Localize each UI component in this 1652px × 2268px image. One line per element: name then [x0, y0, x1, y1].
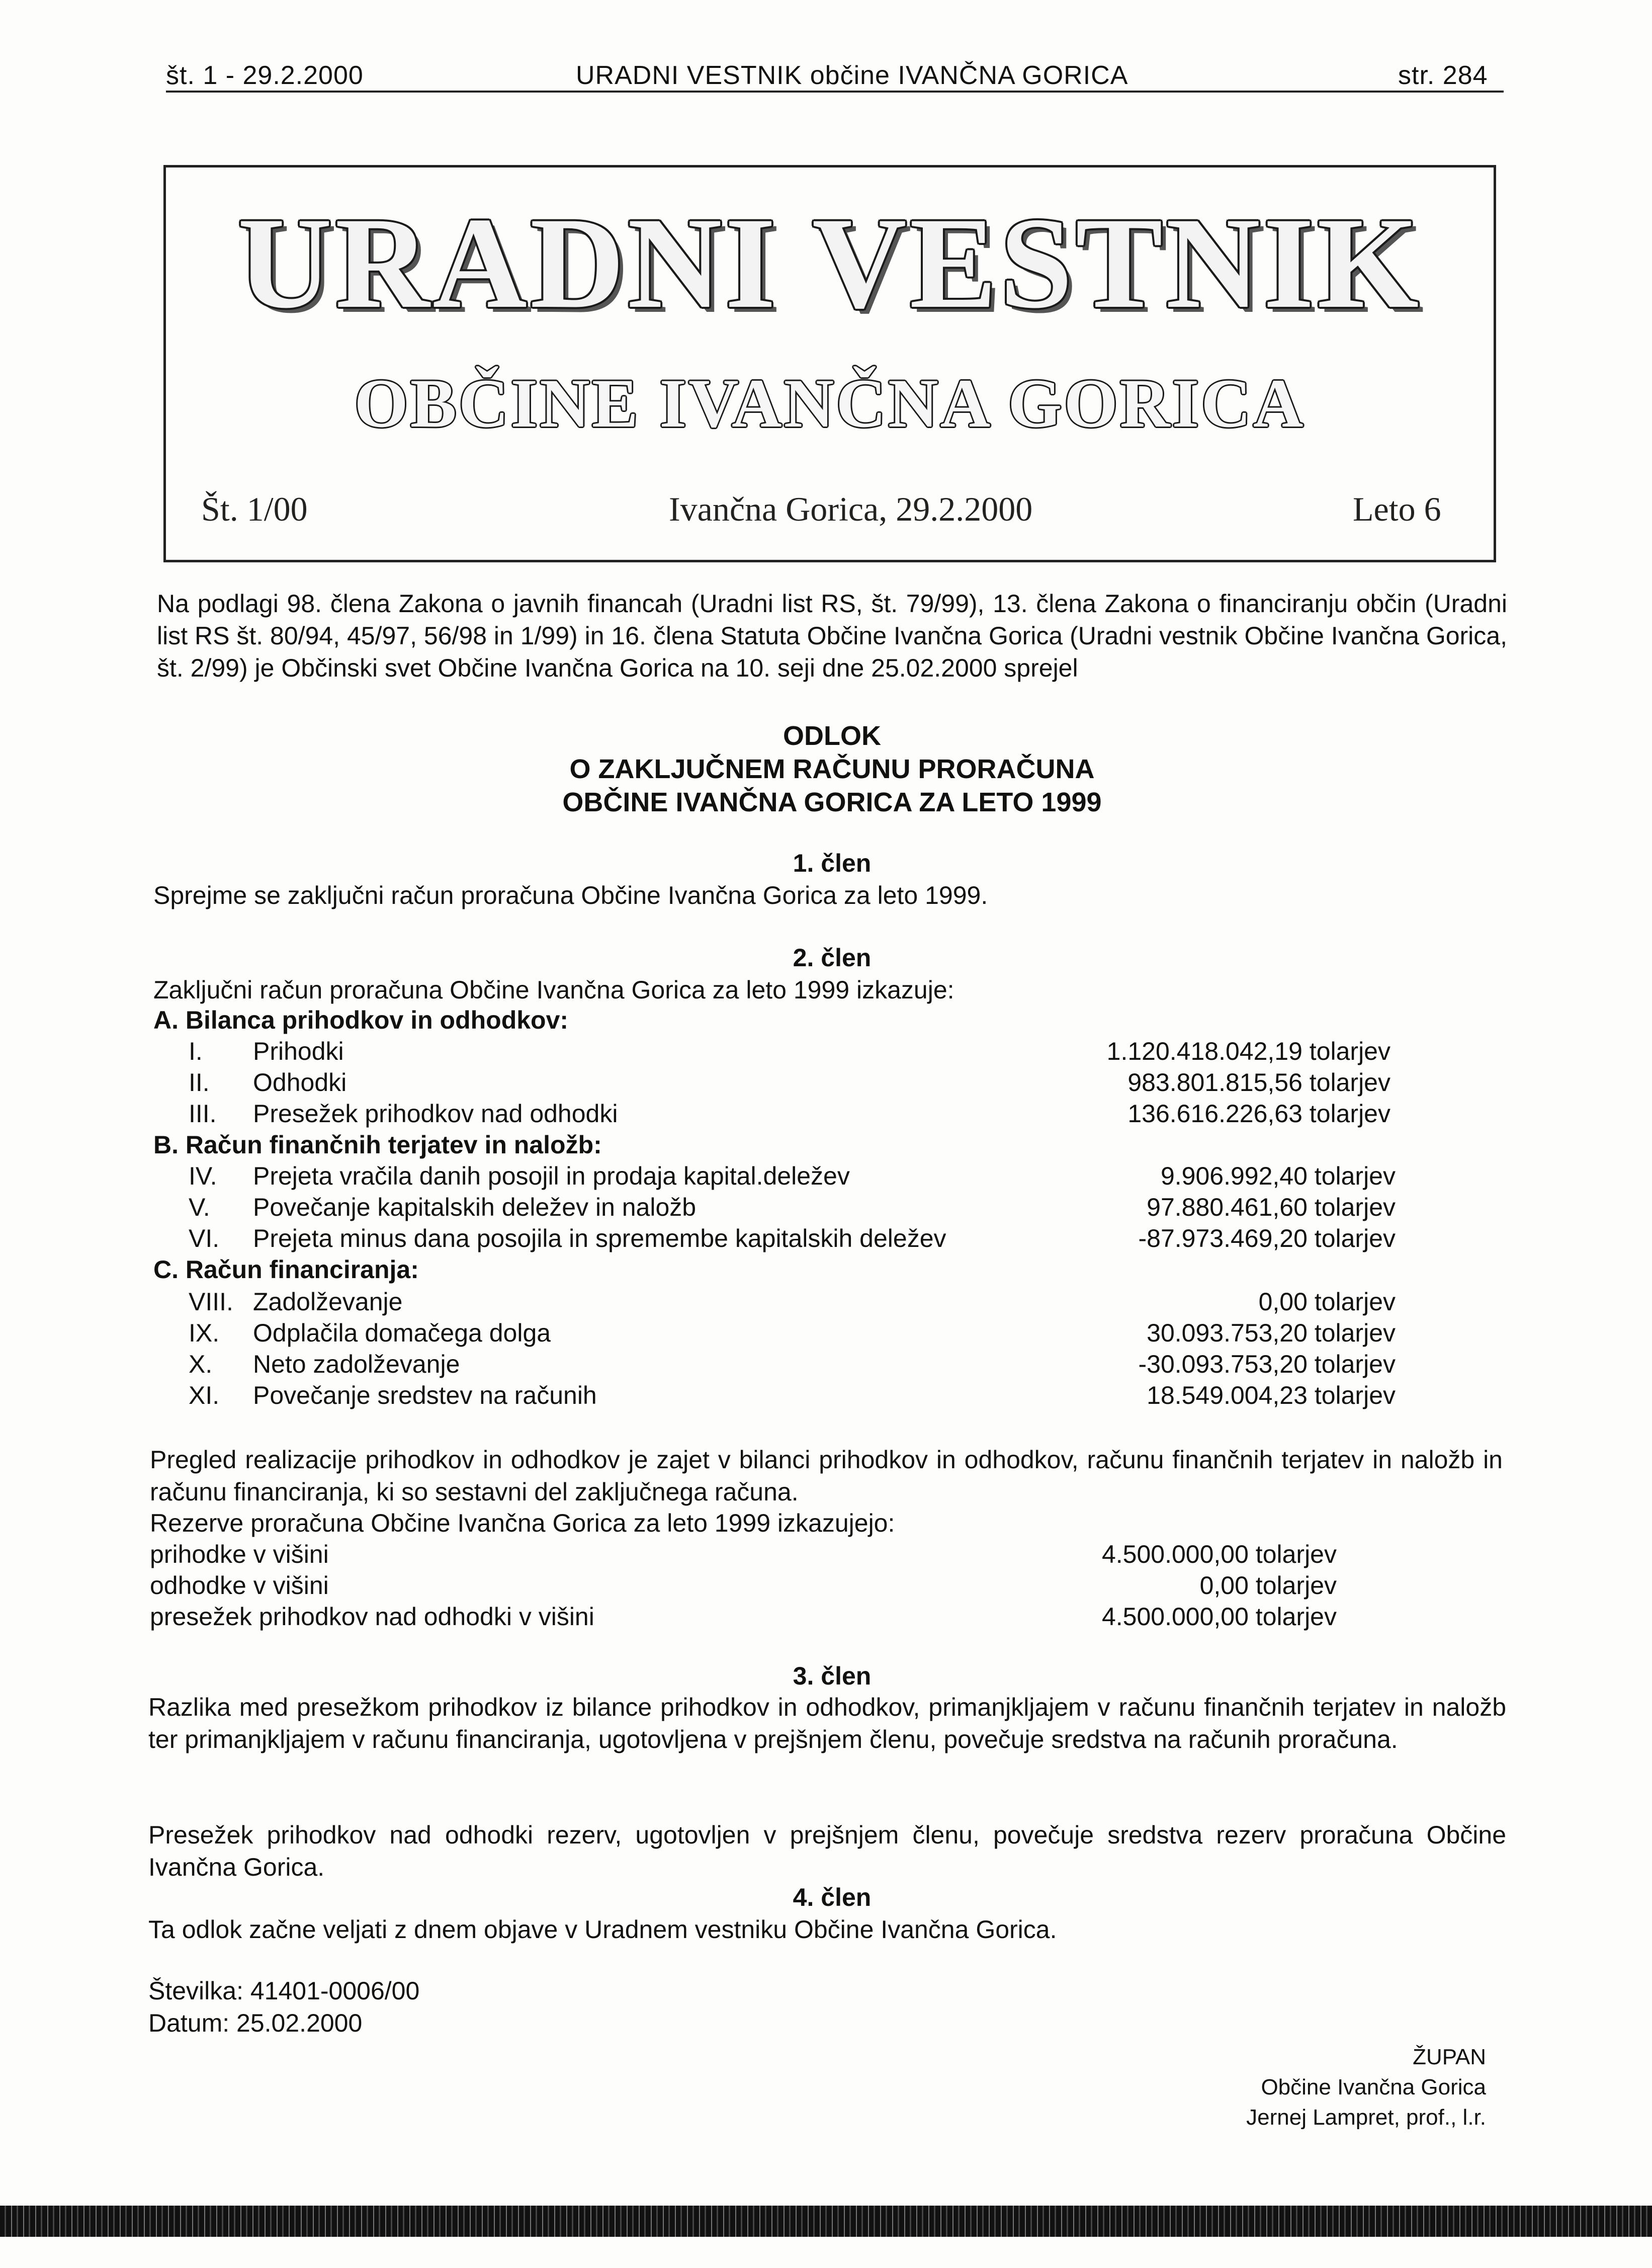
reserve-label: prihodke v višini	[150, 1540, 329, 1568]
scan-edge-band	[0, 2206, 1652, 2237]
item-amount: 983.801.815,56 tolarjev	[1127, 1068, 1390, 1097]
item-number: I.	[189, 1037, 203, 1065]
reserve-label: odhodke v višini	[150, 1571, 329, 1600]
list-item	[189, 1317, 1396, 1349]
item-amount: 30.093.753,20 tolarjev	[1147, 1319, 1396, 1347]
list-item	[189, 1098, 1390, 1130]
list-item	[189, 1379, 1396, 1411]
list-item	[189, 1191, 1396, 1223]
section-c-heading: C. Račun financiranja:	[153, 1255, 419, 1284]
reserve-row	[150, 1601, 1337, 1633]
preamble: Na podlagi 98. člena Zakona o javnih financah (Uradni list RS, št. 79/99), 13. člena Zakona o financiranju občin (Uradni list RS št. 80/94, 45/97, 56/98 in 1/99) in 16. člena Statuta Občine Ivančna Gorica (Uradni vestnik Občine Ivančna Gorica, št. 2/99) je Občinski svet Občine Ivančna Gorica na 10. seji dne 25.02.2000 sprejel	[157, 590, 1507, 682]
item-number: X.	[189, 1350, 213, 1378]
item-label: Povečanje kapitalskih deležev in naložb	[253, 1193, 697, 1221]
list-item	[189, 1066, 1390, 1099]
list-item	[189, 1160, 1396, 1192]
section-b-heading: B. Račun finančnih terjatev in naložb:	[153, 1131, 602, 1159]
article3-paragraph2: Presežek prihodkov nad odhodki rezerv, ugotovljen v prejšnjem členu, povečuje sredstva rezerv proračuna Občine Ivančna Gorica.	[148, 1821, 1506, 1881]
running-header-page: str. 284	[1398, 61, 1488, 90]
item-label: Zadolževanje	[253, 1288, 403, 1316]
item-label: Odhodki	[253, 1068, 347, 1097]
masthead-title: URADNI VESTNIK	[237, 191, 1422, 335]
masthead-box	[163, 165, 1496, 562]
masthead-subtitle: OBČINE IVANČNA GORICA	[354, 365, 1306, 442]
item-number: VI.	[189, 1224, 220, 1252]
reserve-amount: 0,00 tolarjev	[1199, 1571, 1337, 1600]
item-label: Neto zadolževanje	[253, 1350, 460, 1378]
reserve-amount: 4.500.000,00 tolarjev	[1101, 1540, 1337, 1568]
masthead-place-date: Ivančna Gorica, 29.2.2000	[669, 490, 1033, 528]
item-amount: 18.549.004,23 tolarjev	[1147, 1381, 1396, 1409]
document-date: Datum: 25.02.2000	[148, 2009, 363, 2037]
item-label: Prejeta minus dana posojila in spremembe kapitalskih deležev	[253, 1224, 946, 1252]
reserve-row	[150, 1538, 1337, 1570]
item-number: III.	[189, 1100, 217, 1128]
item-amount: 136.616.226,63 tolarjev	[1127, 1100, 1390, 1128]
reserve-label: presežek prihodkov nad odhodki v višini	[150, 1603, 594, 1631]
item-number: VIII.	[189, 1288, 233, 1316]
article2-heading: 2. člen	[793, 944, 872, 972]
review-paragraph: Pregled realizacije prihodkov in odhodkov je zajet v bilanci prihodkov in odhodkov, računu finančnih terjatev in naložb in računu financiranja, ki so sestavni del zaključnega računa.	[150, 1446, 1503, 1506]
item-amount: 97.880.461,60 tolarjev	[1147, 1193, 1396, 1221]
article1-text: Sprejme se zaključni račun proračuna Občine Ivančna Gorica za leto 1999.	[153, 881, 988, 909]
item-label: Prihodki	[253, 1037, 344, 1065]
item-label: Prejeta vračila danih posojil in prodaja kapital.deležev	[253, 1162, 850, 1190]
list-item	[189, 1035, 1390, 1067]
item-number: IX.	[189, 1319, 220, 1347]
item-label: Povečanje sredstev na računih	[253, 1381, 597, 1409]
running-header-issue: št. 1 - 29.2.2000	[166, 61, 364, 90]
list-item	[189, 1222, 1396, 1254]
masthead-year: Leto 6	[1353, 490, 1441, 528]
signature-block	[1084, 2042, 1486, 2133]
reserve-amount: 4.500.000,00 tolarjev	[1101, 1603, 1337, 1631]
article2-intro: Zaključni račun proračuna Občine Ivančna Gorica za leto 1999 izkazuje:	[153, 976, 954, 1004]
decision-title-line1: ODLOK	[783, 721, 881, 751]
item-amount: -87.973.469,20 tolarjev	[1138, 1224, 1396, 1252]
signature-office: Občine Ivančna Gorica	[1261, 2075, 1486, 2099]
item-label: Odplačila domačega dolga	[253, 1319, 551, 1347]
item-label: Presežek prihodkov nad odhodki	[253, 1100, 618, 1128]
article3-paragraph1: Razlika med presežkom prihodkov iz bilance prihodkov in odhodkov, primanjkljajem v računu finančnih terjatev in naložb ter primanjkljajem v računu financiranja, ugotovljena v prejšnjem členu, povečuje sredstva na računih proračuna.	[148, 1693, 1506, 1753]
list-item	[189, 1348, 1396, 1380]
item-number: XI.	[189, 1381, 220, 1409]
section-a-heading: A. Bilanca prihodkov in odhodkov:	[153, 1006, 569, 1034]
signature-name: Jernej Lampret, prof., l.r.	[1246, 2105, 1486, 2130]
item-amount: 9.906.992,40 tolarjev	[1160, 1162, 1396, 1190]
list-item	[189, 1286, 1396, 1318]
decision-title-line2: O ZAKLJUČNEM RAČUNU PRORAČUNA	[569, 754, 1095, 784]
item-number: IV.	[189, 1162, 217, 1190]
header-rule	[166, 91, 1504, 93]
signature-title: ŽUPAN	[1413, 2045, 1486, 2069]
article1-heading: 1. člen	[793, 849, 872, 877]
item-number: II.	[189, 1068, 210, 1097]
article4-heading: 4. člen	[793, 1883, 872, 1911]
article3-heading: 3. člen	[793, 1662, 872, 1690]
decision-title-line3: OBČINE IVANČNA GORICA ZA LETO 1999	[562, 787, 1102, 817]
reserves-intro: Rezerve proračuna Občine Ivančna Gorica za leto 1999 izkazujejo:	[150, 1509, 895, 1537]
item-amount: 1.120.418.042,19 tolarjev	[1106, 1037, 1390, 1065]
item-amount: -30.093.753,20 tolarjev	[1138, 1350, 1396, 1378]
item-number: V.	[189, 1193, 210, 1221]
reserve-row	[150, 1569, 1337, 1602]
running-header-title: URADNI VESTNIK občine IVANČNA GORICA	[576, 61, 1128, 90]
masthead-issue: Št. 1/00	[201, 490, 308, 528]
item-amount: 0,00 tolarjev	[1258, 1288, 1396, 1316]
article4-text: Ta odlok začne veljati z dnem objave v Uradnem vestniku Občine Ivančna Gorica.	[148, 1915, 1057, 1944]
document-number: Številka: 41401-0006/00	[148, 1977, 420, 2005]
